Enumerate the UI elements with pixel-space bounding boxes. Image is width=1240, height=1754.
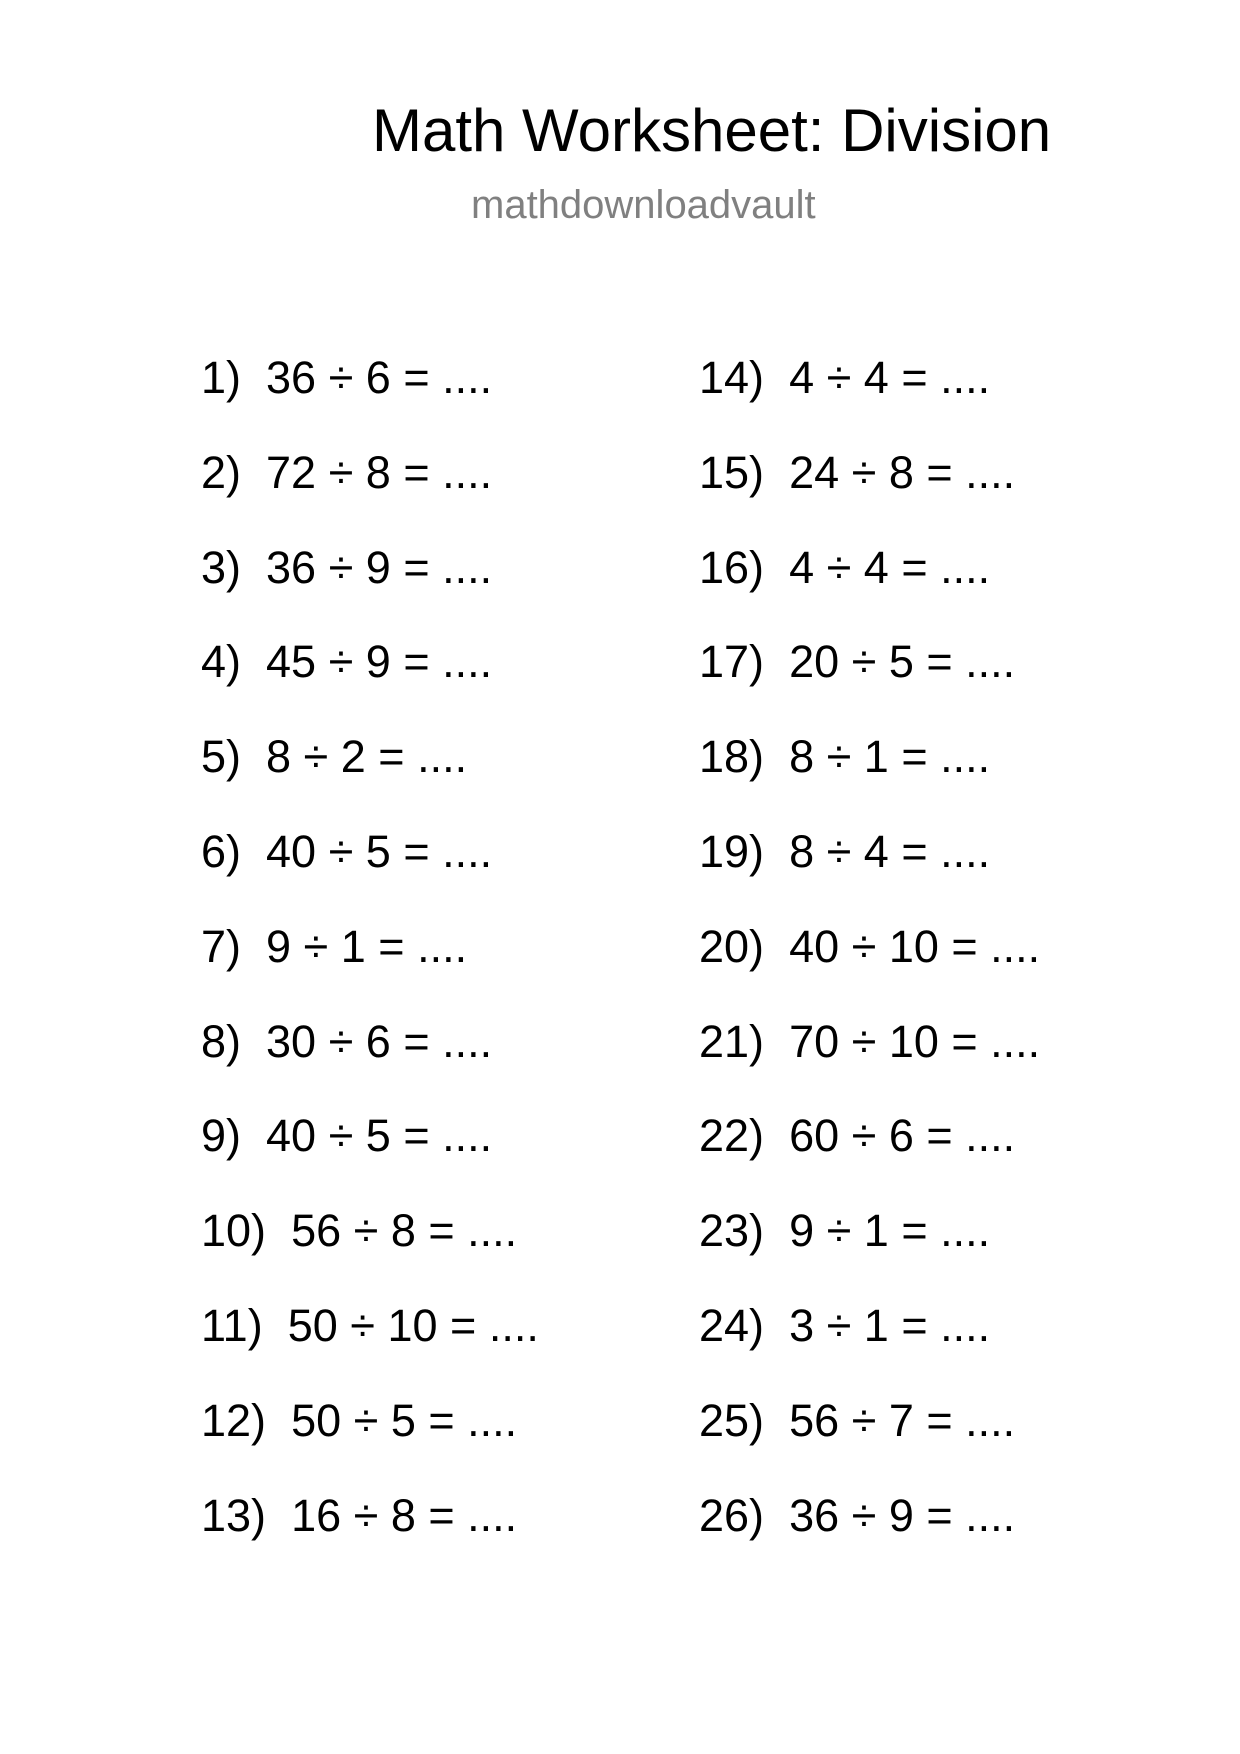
problem-item <box>201 1298 539 1393</box>
problem-expression: 4 ÷ 4 = .... <box>789 541 991 593</box>
problem-expression: 56 ÷ 7 = .... <box>789 1394 1016 1446</box>
problem-expression: 72 ÷ 8 = .... <box>266 446 493 498</box>
problem-item <box>699 824 1040 919</box>
problem-number: 25) <box>699 1394 765 1446</box>
problem-item <box>699 1298 1040 1393</box>
problem-number: 7) <box>201 920 242 972</box>
problem-expression: 36 ÷ 9 = .... <box>266 541 493 593</box>
problem-expression: 8 ÷ 4 = .... <box>789 825 991 877</box>
problem-expression: 8 ÷ 2 = .... <box>266 731 468 783</box>
problem-item <box>201 729 539 824</box>
problem-item <box>699 1203 1040 1298</box>
problem-number: 21) <box>699 1015 765 1067</box>
problem-item <box>699 540 1040 635</box>
problem-item <box>699 634 1040 729</box>
problem-expression: 56 ÷ 8 = .... <box>291 1205 518 1257</box>
problem-item <box>699 729 1040 824</box>
problem-number: 16) <box>699 541 765 593</box>
problem-expression: 40 ÷ 10 = .... <box>789 920 1041 972</box>
problem-item <box>201 1108 539 1203</box>
problem-number: 2) <box>201 446 242 498</box>
problem-expression: 70 ÷ 10 = .... <box>789 1015 1041 1067</box>
problem-item <box>699 919 1040 1014</box>
problem-expression: 20 ÷ 5 = .... <box>789 636 1016 688</box>
problem-number: 10) <box>201 1205 267 1257</box>
problem-expression: 60 ÷ 6 = .... <box>789 1110 1016 1162</box>
problem-number: 9) <box>201 1110 242 1162</box>
problem-number: 18) <box>699 731 765 783</box>
problem-number: 5) <box>201 731 242 783</box>
problem-item <box>201 634 539 729</box>
problem-item <box>699 1108 1040 1203</box>
worksheet-source: mathdownloadvault <box>471 183 816 227</box>
problem-number: 11) <box>201 1299 263 1351</box>
problem-expression: 24 ÷ 8 = .... <box>789 446 1016 498</box>
problem-number: 14) <box>699 352 765 403</box>
problem-item <box>201 919 539 1014</box>
problem-expression: 30 ÷ 6 = .... <box>266 1015 493 1067</box>
problem-expression: 9 ÷ 1 = .... <box>789 1205 991 1257</box>
problem-number: 1) <box>201 352 242 403</box>
problem-item <box>201 1393 539 1488</box>
problem-expression: 40 ÷ 5 = .... <box>266 825 493 877</box>
problem-expression: 8 ÷ 1 = .... <box>789 731 991 783</box>
problem-expression: 50 ÷ 5 = .... <box>291 1394 518 1446</box>
problem-number: 24) <box>699 1299 765 1351</box>
problem-number: 3) <box>201 541 242 593</box>
problem-number: 22) <box>699 1110 765 1162</box>
problem-item <box>201 824 539 919</box>
problem-item <box>201 1014 539 1109</box>
problem-expression: 36 ÷ 9 = .... <box>789 1489 1016 1541</box>
problem-item <box>699 1488 1040 1583</box>
problem-item <box>201 1203 539 1298</box>
problem-item <box>201 540 539 635</box>
problem-number: 12) <box>201 1394 267 1446</box>
problem-item <box>201 350 539 445</box>
problem-list-right <box>699 350 1040 1582</box>
problem-number: 23) <box>699 1205 765 1257</box>
problem-number: 20) <box>699 920 765 972</box>
problem-expression: 45 ÷ 9 = .... <box>266 636 493 688</box>
problem-number: 26) <box>699 1489 765 1541</box>
problem-number: 19) <box>699 825 765 877</box>
problem-number: 6) <box>201 825 242 877</box>
problem-number: 8) <box>201 1015 242 1067</box>
problem-number: 13) <box>201 1489 267 1541</box>
problem-number: 4) <box>201 636 242 688</box>
problem-expression: 50 ÷ 10 = .... <box>287 1299 539 1351</box>
problem-expression: 16 ÷ 8 = .... <box>291 1489 518 1541</box>
problem-expression: 4 ÷ 4 = .... <box>789 352 991 403</box>
problem-item <box>699 1393 1040 1488</box>
problem-item <box>699 350 1040 445</box>
worksheet-title: Math Worksheet: Division <box>372 97 1052 164</box>
problem-list-left <box>201 350 539 1582</box>
problem-item <box>699 1014 1040 1109</box>
problem-item <box>201 445 539 540</box>
problem-expression: 3 ÷ 1 = .... <box>789 1299 991 1351</box>
problem-number: 17) <box>699 636 765 688</box>
problem-expression: 9 ÷ 1 = .... <box>266 920 468 972</box>
problem-item <box>699 445 1040 540</box>
problem-expression: 40 ÷ 5 = .... <box>266 1110 493 1162</box>
problem-number: 15) <box>699 446 765 498</box>
problem-item <box>201 1488 539 1583</box>
problem-expression: 36 ÷ 6 = .... <box>266 352 493 403</box>
